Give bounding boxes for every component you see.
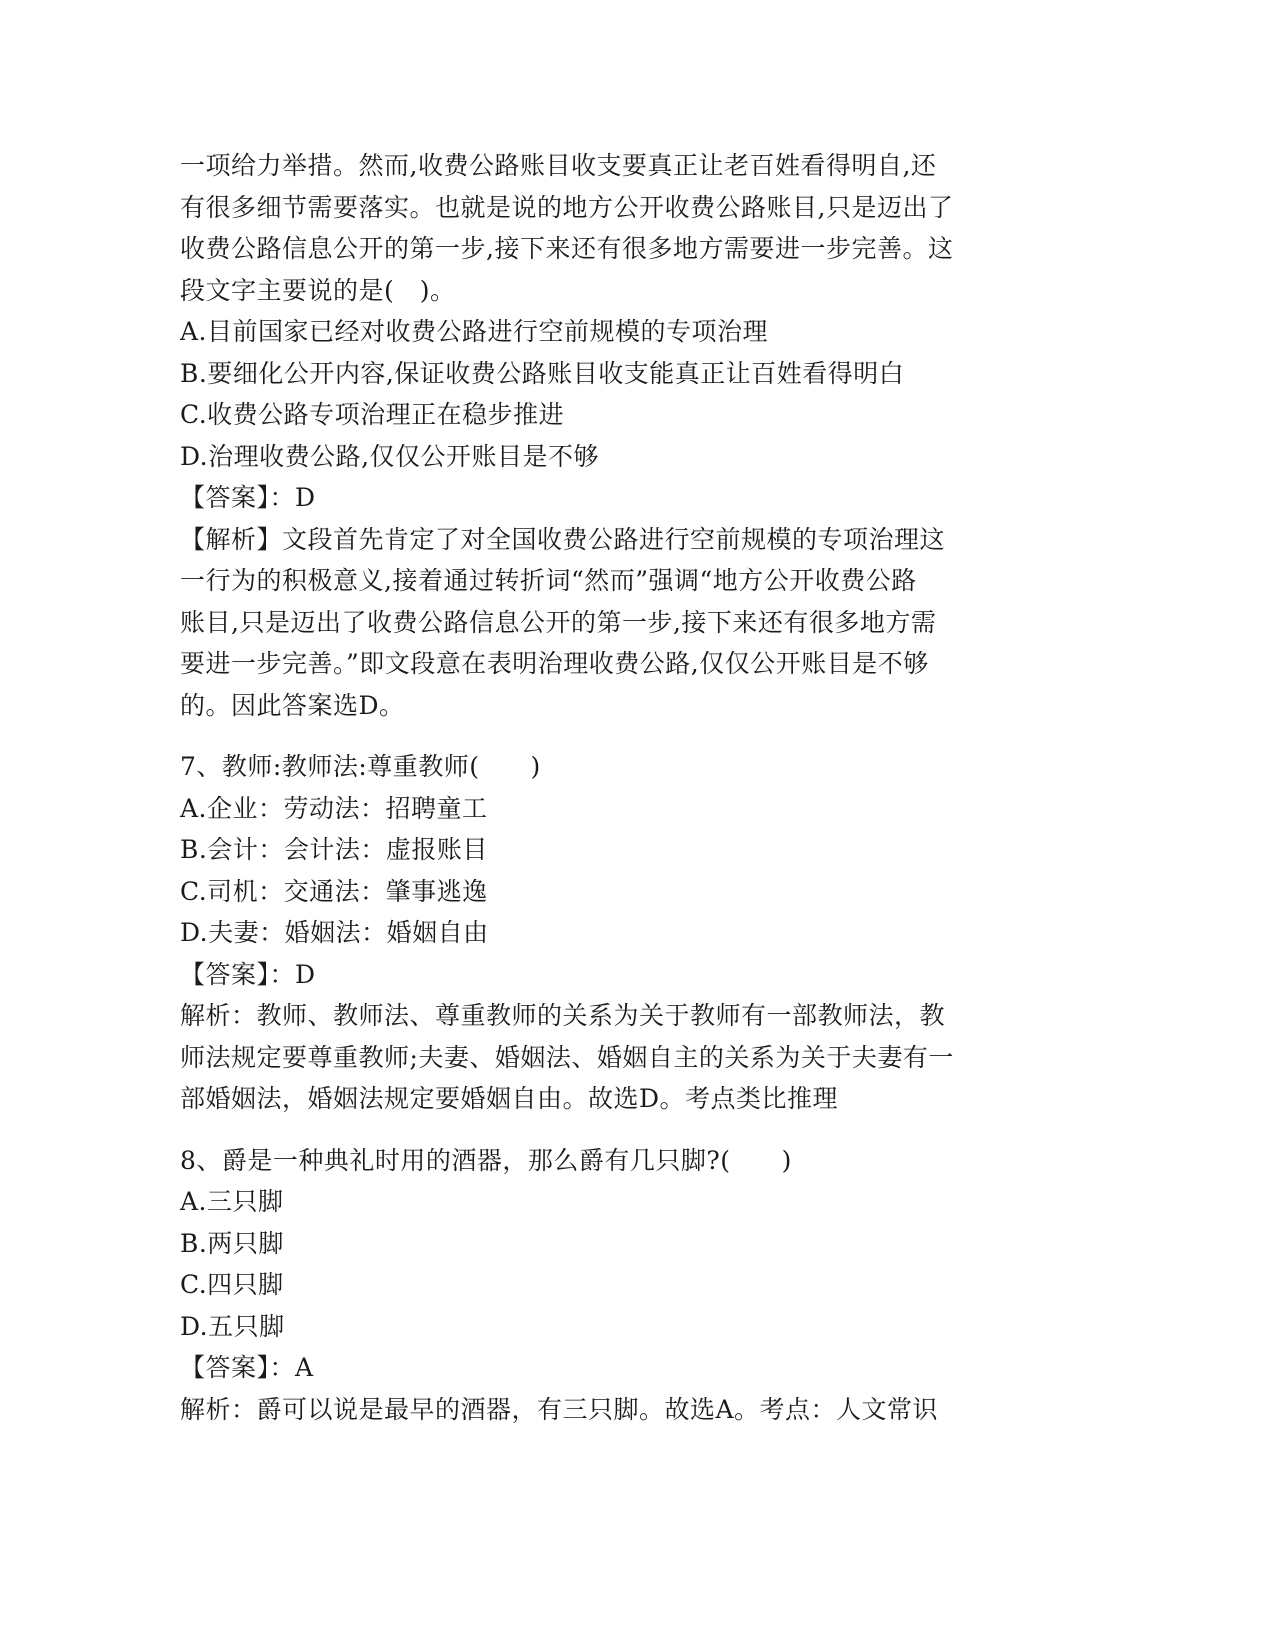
answer-label: 【答案】：D (180, 483, 316, 512)
option-a: A.三只脚 (180, 1187, 284, 1216)
stem-line: 收费公路信息公开的第一步,接下来还有很多地方需要进一步完善。这 (180, 234, 954, 263)
question-title: 8、爵是一种典礼时用的酒器，那么爵有几只脚?( ) (180, 1145, 792, 1175)
stem-line: 段文字主要说的是( )。 (180, 275, 456, 305)
document-page (180, 145, 1040, 1430)
answer-label: 【答案】：D (180, 959, 316, 989)
stem-line: 一项给力举措。然而,收费公路账目收支要真正让老百姓看得明自,还 (180, 151, 937, 180)
option-d: D.治理收费公路,仅仅公开账目是不够 (180, 441, 600, 471)
analysis-line: 解析：爵可以说是最早的酒器，有三只脚。故选A。考点：人文常识 (180, 1394, 939, 1424)
option-b: B.会计：会计法：虚报账目 (180, 835, 488, 864)
analysis-line: 师法规定要尊重教师;夫妻、婚姻法、婚姻自主的关系为关于夫妻有一 (180, 1042, 954, 1072)
stem-line: 有很多细节需要落实。也就是说的地方公开收费公路账目,只是迈出了 (180, 192, 954, 222)
section-gap (180, 1120, 1040, 1140)
section-gap (180, 726, 1040, 746)
question-title: 7、教师:教师法:尊重教师( ) (180, 752, 541, 781)
option-c: C.收费公路专项治理正在稳步推进 (180, 400, 565, 429)
question-7 (180, 746, 1040, 1120)
option-b: B.要细化公开内容,保证收费公路账目收支能真正让百姓看得明白 (180, 358, 905, 388)
analysis-line: 的。因此答案选D。 (180, 690, 405, 720)
analysis-line: 解析：教师、教师法、尊重教师的关系为关于教师有一部教师法，教 (180, 1001, 946, 1030)
option-a: A.企业：劳动法：招聘童工 (180, 793, 488, 823)
option-d: D.夫妻：婚姻法：婚姻自由 (180, 918, 489, 947)
analysis-line: 【解析】文段首先肯定了对全国收费公路进行空前规模的专项治理这 (180, 524, 946, 554)
question-6-continued (180, 145, 1040, 726)
option-c: C.四只脚 (180, 1270, 284, 1299)
analysis-line: 要进一步完善。”即文段意在表明治理收费公路,仅仅公开账目是不够 (180, 649, 929, 678)
analysis-line: 一行为的积极意义,接着通过转折词“然而”强调“地方公开收费公路 (180, 566, 917, 595)
option-d: D.五只脚 (180, 1311, 285, 1341)
option-b: B.两只脚 (180, 1228, 284, 1258)
option-a: A.目前国家已经对收费公路进行空前规模的专项治理 (180, 317, 769, 346)
analysis-line: 部婚姻法，婚姻法规定要婚姻自由。故选D。考点类比推理 (180, 1084, 839, 1113)
option-c: C.司机：交通法：肇事逃逸 (180, 876, 488, 906)
answer-label: 【答案】：A (180, 1353, 314, 1382)
question-8 (180, 1140, 1040, 1431)
analysis-line: 账目,只是迈出了收费公路信息公开的第一步,接下来还有很多地方需 (180, 607, 937, 637)
